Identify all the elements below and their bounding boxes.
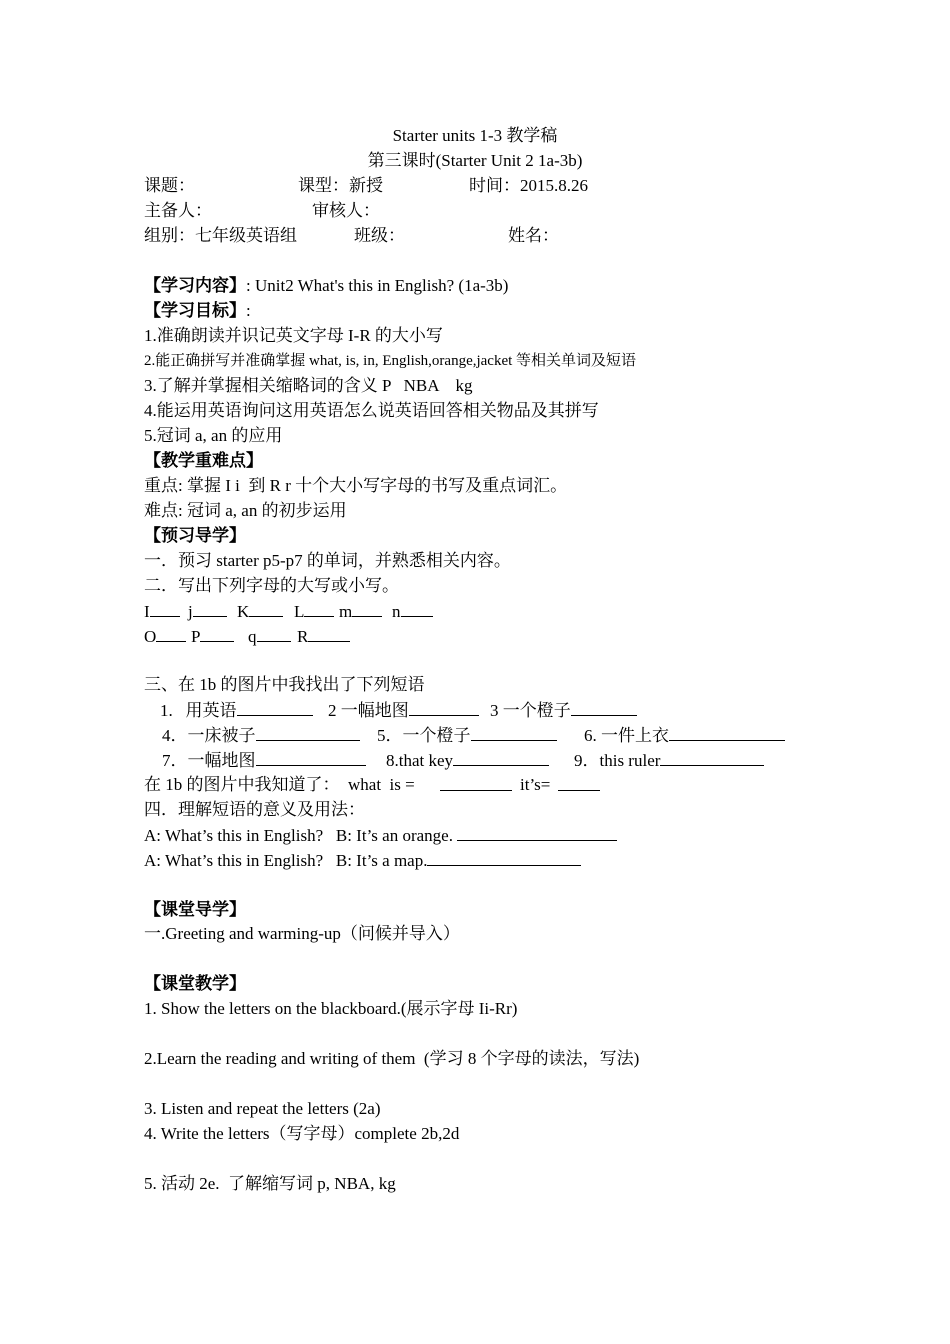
phrase-blank[interactable] — [409, 698, 479, 716]
letter-item: I — [144, 599, 180, 624]
letter-blank[interactable] — [308, 624, 350, 642]
preparer-label: 主备人： — [144, 201, 212, 220]
phrases-row-1 — [144, 698, 804, 722]
class-guide-heading: 【课堂导学】 — [144, 900, 246, 919]
goal-item: 5.冠词 a, an 的应用 — [144, 426, 283, 445]
phrase-item: 8.that key — [386, 748, 549, 773]
goal-item: 1.准确朗读并识记英文字母 I-R 的大小写 — [144, 326, 443, 345]
teaching-item: 3. Listen and repeat the letters (2a) — [144, 1099, 381, 1118]
phrase-blank[interactable] — [237, 698, 313, 716]
letter-item: n — [392, 599, 433, 624]
letter-item: K — [237, 599, 283, 624]
key-points-heading: 【教学重难点】 — [144, 451, 263, 470]
phrase-blank[interactable] — [256, 748, 366, 766]
lesson-type-label: 课型：新授 — [298, 176, 383, 195]
preview-step-2: 二．写出下列字母的大写或小写。 — [144, 576, 399, 595]
info-row-1 — [144, 174, 844, 198]
preview-heading: 【预习导学】 — [144, 526, 246, 545]
class-guide-item: 一.Greeting and warming-up（问候并导入） — [144, 924, 460, 943]
phrases-row-2 — [144, 723, 814, 747]
phrase-blank[interactable] — [256, 723, 360, 741]
learning-goals-colon: : — [246, 301, 251, 320]
letter-blank[interactable] — [257, 624, 291, 642]
teaching-item: 5. 活动 2e. 了解缩写词 p, NBA, kg — [144, 1174, 396, 1193]
name-label: 姓名： — [508, 226, 559, 245]
document-subtitle: 第三课时(Starter Unit 2 1a-3b) — [367, 151, 583, 170]
found-mid-text: it’s= — [520, 775, 551, 794]
preview-step-1: 一．预习 starter p5-p7 的单词，并熟悉相关内容。 — [144, 551, 511, 570]
dialog-blank[interactable] — [457, 823, 617, 841]
phrase-item: 9．this ruler — [574, 748, 764, 773]
letter-blank[interactable] — [352, 599, 382, 617]
teaching-heading: 【课堂教学】 — [144, 974, 246, 993]
dialog-line — [144, 848, 704, 872]
letter-blank[interactable] — [249, 599, 283, 617]
found-blank-1[interactable] — [440, 773, 512, 798]
letter-item: L — [294, 599, 334, 624]
phrase-item: 2 一幅地图 — [328, 698, 479, 723]
letter-item: R — [297, 624, 350, 649]
found-prefix: 在 1b 的图片中我知道了： what is = — [144, 775, 415, 794]
info-row-3 — [144, 224, 844, 248]
phrase-blank[interactable] — [453, 748, 549, 766]
teaching-item: 2.Learn the reading and writing of them (学习 8 个字母的读法，写法) — [144, 1049, 640, 1068]
phrase-item: 7．一幅地图 — [162, 748, 366, 773]
dialog-text: A: What’s this in English? B: It’s a map. — [144, 851, 428, 870]
letter-item: P — [191, 624, 234, 649]
learning-content-line — [144, 274, 508, 298]
teaching-item: 1. Show the letters on the blackboard.(展示字母 Ii-Rr) — [144, 999, 518, 1018]
learning-goals-line — [144, 299, 251, 323]
letter-item: j — [188, 599, 227, 624]
teaching-item: 4. Write the letters（写字母）complete 2b,2d — [144, 1124, 460, 1143]
letter-blank[interactable] — [156, 624, 186, 642]
phrase-item: 1. 用英语 — [160, 698, 313, 723]
topic-label: 课题： — [144, 176, 195, 195]
letter-item: q — [248, 624, 291, 649]
phrase-item: 4．一床被子 — [162, 723, 360, 748]
letter-blank[interactable] — [304, 599, 334, 617]
found-blank-2[interactable] — [558, 773, 600, 798]
phrase-item: 6. 一件上衣 — [584, 723, 785, 748]
learning-content-heading: 【学习内容】 — [144, 276, 246, 295]
dialog-blank[interactable] — [427, 848, 581, 866]
letter-blank[interactable] — [200, 624, 234, 642]
letter-item: m — [339, 599, 382, 624]
key-point-line — [144, 474, 567, 498]
phrase-blank[interactable] — [471, 723, 557, 741]
found-line — [144, 773, 744, 797]
preview-step-4: 四．理解短语的意义及用法： — [144, 800, 365, 819]
goal-item: 2.能正确拼写并准确掌握 what, is, in, English,orange,jacket 等相关单词及短语 — [144, 353, 637, 369]
letter-blank[interactable] — [193, 599, 227, 617]
phrases-row-3 — [144, 748, 814, 772]
phrase-blank[interactable] — [571, 698, 637, 716]
dialog-line — [144, 823, 704, 847]
letter-item: O — [144, 624, 186, 649]
phrase-blank[interactable] — [660, 748, 764, 766]
document-title: Starter units 1-3 教学稿 — [392, 126, 558, 145]
phrase-item: 3 一个橙子 — [490, 698, 637, 723]
learning-goals-heading: 【学习目标】 — [144, 301, 246, 320]
info-row-2 — [144, 199, 844, 223]
letters-row-1 — [144, 599, 644, 623]
key-point-text: 重点: 掌握 I i 到 R r 十个大小写字母的书写及重点词汇。 — [144, 476, 568, 495]
reviewer-label: 审核人： — [312, 201, 380, 220]
time-label: 时间：2015.8.26 — [469, 176, 588, 195]
phrase-blank[interactable] — [669, 723, 785, 741]
difficult-point-text: 难点: 冠词 a, an 的初步运用 — [144, 501, 347, 520]
letter-blank[interactable] — [401, 599, 433, 617]
dialog-text: A: What’s this in English? B: It’s an orange. — [144, 826, 453, 845]
group-label: 组别：七年级英语组 — [144, 226, 297, 245]
letter-blank[interactable] — [150, 599, 180, 617]
learning-content-text: : Unit2 What's this in English? (1a-3b) — [246, 276, 509, 295]
goal-item: 3.了解并掌握相关缩略词的含义 P NBA kg — [144, 376, 473, 395]
preview-step-3: 三、在 1b 的图片中我找出了下列短语 — [144, 675, 425, 694]
goal-item: 4.能运用英语询问这用英语怎么说英语回答相关物品及其拼写 — [144, 401, 599, 420]
phrase-item: 5．一个橙子 — [377, 723, 557, 748]
class-label: 班级： — [354, 226, 405, 245]
letters-row-2 — [144, 624, 644, 648]
